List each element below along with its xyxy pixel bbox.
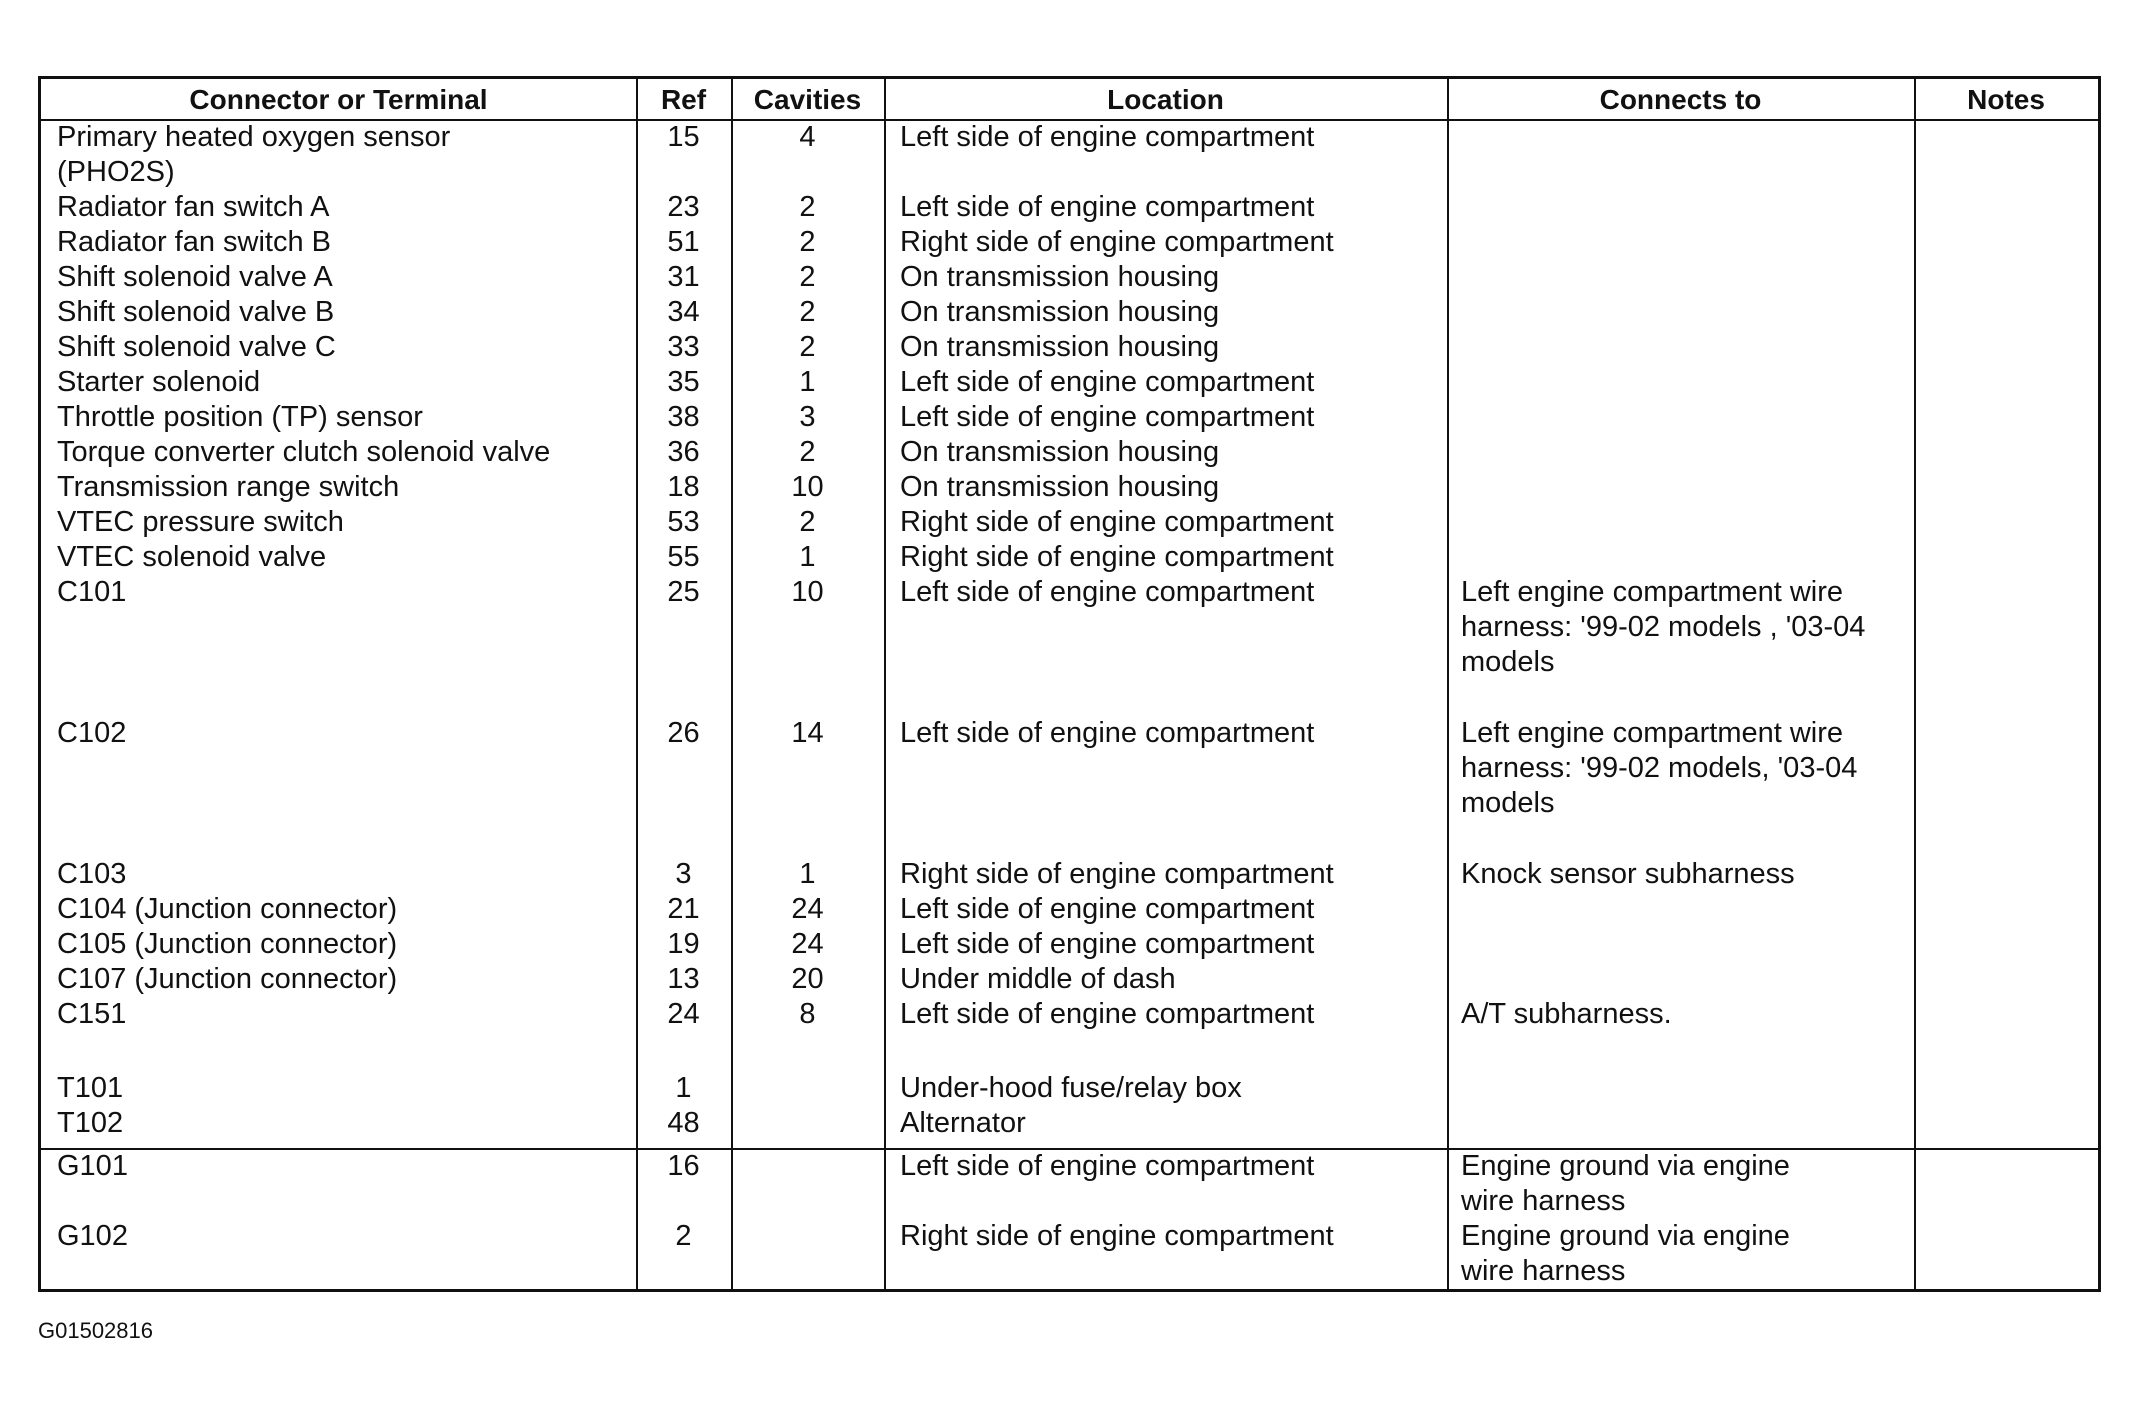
cell-connects-to: Knock sensor subharness xyxy=(1461,858,1795,890)
header-location: Location xyxy=(1107,84,1224,115)
cell-ref: 1 xyxy=(675,1072,692,1104)
cell-connector: Starter solenoid xyxy=(57,366,261,398)
cell-ref: 53 xyxy=(667,506,700,538)
cell-connects-to: harness: '99-02 models , '03-04 xyxy=(1461,611,1866,643)
cell-connector: G101 xyxy=(57,1150,128,1182)
header-notes: Notes xyxy=(1967,84,2045,115)
column-divider xyxy=(1914,79,1916,1289)
cell-cavities: 24 xyxy=(791,928,824,960)
cell-connects-to: models xyxy=(1461,787,1555,819)
cell-ref: 26 xyxy=(667,717,700,749)
cell-connector: Shift solenoid valve A xyxy=(57,261,333,293)
cell-connector: (PHO2S) xyxy=(57,156,175,188)
cell-cavities: 1 xyxy=(799,858,816,890)
cell-connector: Radiator fan switch B xyxy=(57,226,332,258)
cell-connector: T101 xyxy=(57,1072,124,1104)
cell-location: Left side of engine compartment xyxy=(900,893,1315,925)
cell-location: Left side of engine compartment xyxy=(900,928,1315,960)
cell-ref: 13 xyxy=(667,963,700,995)
cell-connector: VTEC solenoid valve xyxy=(57,541,327,573)
cell-cavities: 24 xyxy=(791,893,824,925)
cell-connector: G102 xyxy=(57,1220,128,1252)
cell-cavities: 10 xyxy=(791,576,824,608)
header-ref: Ref xyxy=(660,84,707,115)
cell-ref: 51 xyxy=(667,226,700,258)
cell-ref: 35 xyxy=(667,366,700,398)
cell-cavities: 4 xyxy=(799,121,816,153)
header-connector: Connector or Terminal xyxy=(189,84,488,115)
cell-connects-to: Engine ground via engine xyxy=(1461,1220,1790,1252)
cell-location: Under middle of dash xyxy=(900,963,1176,995)
cell-connects-to: harness: '99-02 models, '03-04 xyxy=(1461,752,1858,784)
cell-cavities: 2 xyxy=(799,331,816,363)
cell-location: Alternator xyxy=(900,1107,1026,1139)
cell-location: Left side of engine compartment xyxy=(900,998,1315,1030)
cell-location: On transmission housing xyxy=(900,261,1220,293)
cell-ref: 24 xyxy=(667,998,700,1030)
cell-ref: 21 xyxy=(667,893,700,925)
cell-connector: C103 xyxy=(57,858,127,890)
cell-location: Right side of engine compartment xyxy=(900,226,1334,258)
cell-connector: C101 xyxy=(57,576,127,608)
cell-location: Right side of engine compartment xyxy=(900,1220,1334,1252)
header-cavities: Cavities xyxy=(753,84,862,115)
cell-location: On transmission housing xyxy=(900,331,1220,363)
cell-location: Left side of engine compartment xyxy=(900,717,1315,749)
cell-connector: VTEC pressure switch xyxy=(57,506,344,538)
cell-location: Left side of engine compartment xyxy=(900,366,1315,398)
cell-cavities: 10 xyxy=(791,471,824,503)
cell-cavities: 2 xyxy=(799,191,816,223)
cell-ref: 25 xyxy=(667,576,700,608)
cell-location: On transmission housing xyxy=(900,471,1220,503)
connector-table xyxy=(38,76,2101,1292)
cell-location: Left side of engine compartment xyxy=(900,576,1315,608)
cell-cavities: 2 xyxy=(799,226,816,258)
cell-cavities: 3 xyxy=(799,401,816,433)
cell-ref: 16 xyxy=(667,1150,700,1182)
cell-ref: 2 xyxy=(675,1220,692,1252)
cell-ref: 18 xyxy=(667,471,700,503)
cell-cavities: 2 xyxy=(799,436,816,468)
cell-cavities: 20 xyxy=(791,963,824,995)
cell-cavities: 2 xyxy=(799,506,816,538)
cell-connector: Transmission range switch xyxy=(57,471,400,503)
cell-cavities: 2 xyxy=(799,296,816,328)
cell-location: Right side of engine compartment xyxy=(900,541,1334,573)
cell-ref: 55 xyxy=(667,541,700,573)
cell-connector: C107 (Junction connector) xyxy=(57,963,398,995)
cell-cavities: 1 xyxy=(799,366,816,398)
cell-connects-to: models xyxy=(1461,646,1555,678)
cell-location: Left side of engine compartment xyxy=(900,191,1315,223)
cell-connector: T102 xyxy=(57,1107,124,1139)
cell-location: Left side of engine compartment xyxy=(900,1150,1315,1182)
cell-ref: 36 xyxy=(667,436,700,468)
figure-code: G01502816 xyxy=(38,1318,153,1343)
cell-location: On transmission housing xyxy=(900,436,1220,468)
cell-location: Right side of engine compartment xyxy=(900,858,1334,890)
cell-connects-to: Left engine compartment wire xyxy=(1461,717,1844,749)
cell-connector: C104 (Junction connector) xyxy=(57,893,398,925)
cell-location: Right side of engine compartment xyxy=(900,506,1334,538)
cell-connector: C102 xyxy=(57,717,127,749)
cell-connects-to: Engine ground via engine xyxy=(1461,1150,1790,1182)
cell-ref: 33 xyxy=(667,331,700,363)
cell-connects-to: wire harness xyxy=(1461,1255,1626,1287)
cell-connector: Torque converter clutch solenoid valve xyxy=(57,436,551,468)
cell-connector: Primary heated oxygen sensor xyxy=(57,121,451,153)
cell-connector: Radiator fan switch A xyxy=(57,191,330,223)
cell-connector: C151 xyxy=(57,998,127,1030)
cell-ref: 19 xyxy=(667,928,700,960)
cell-connector: Throttle position (TP) sensor xyxy=(57,401,423,433)
cell-connects-to: Left engine compartment wire xyxy=(1461,576,1844,608)
cell-ref: 15 xyxy=(667,121,700,153)
cell-ref: 38 xyxy=(667,401,700,433)
cell-connects-to: A/T subharness. xyxy=(1461,998,1672,1030)
column-divider xyxy=(884,79,886,1289)
cell-location: On transmission housing xyxy=(900,296,1220,328)
cell-ref: 3 xyxy=(675,858,692,890)
cell-ref: 23 xyxy=(667,191,700,223)
cell-cavities: 14 xyxy=(791,717,824,749)
cell-ref: 48 xyxy=(667,1107,700,1139)
column-divider xyxy=(1447,79,1449,1289)
cell-location: Under-hood fuse/relay box xyxy=(900,1072,1242,1104)
cell-location: Left side of engine compartment xyxy=(900,121,1315,153)
cell-cavities: 1 xyxy=(799,541,816,573)
header-connects-to: Connects to xyxy=(1599,84,1762,115)
cell-connector: Shift solenoid valve B xyxy=(57,296,335,328)
cell-location: Left side of engine compartment xyxy=(900,401,1315,433)
cell-ref: 34 xyxy=(667,296,700,328)
cell-ref: 31 xyxy=(667,261,700,293)
cell-connects-to: wire harness xyxy=(1461,1185,1626,1217)
cell-cavities: 2 xyxy=(799,261,816,293)
cell-connector: Shift solenoid valve C xyxy=(57,331,336,363)
cell-connector: C105 (Junction connector) xyxy=(57,928,398,960)
cell-cavities: 8 xyxy=(799,998,816,1030)
